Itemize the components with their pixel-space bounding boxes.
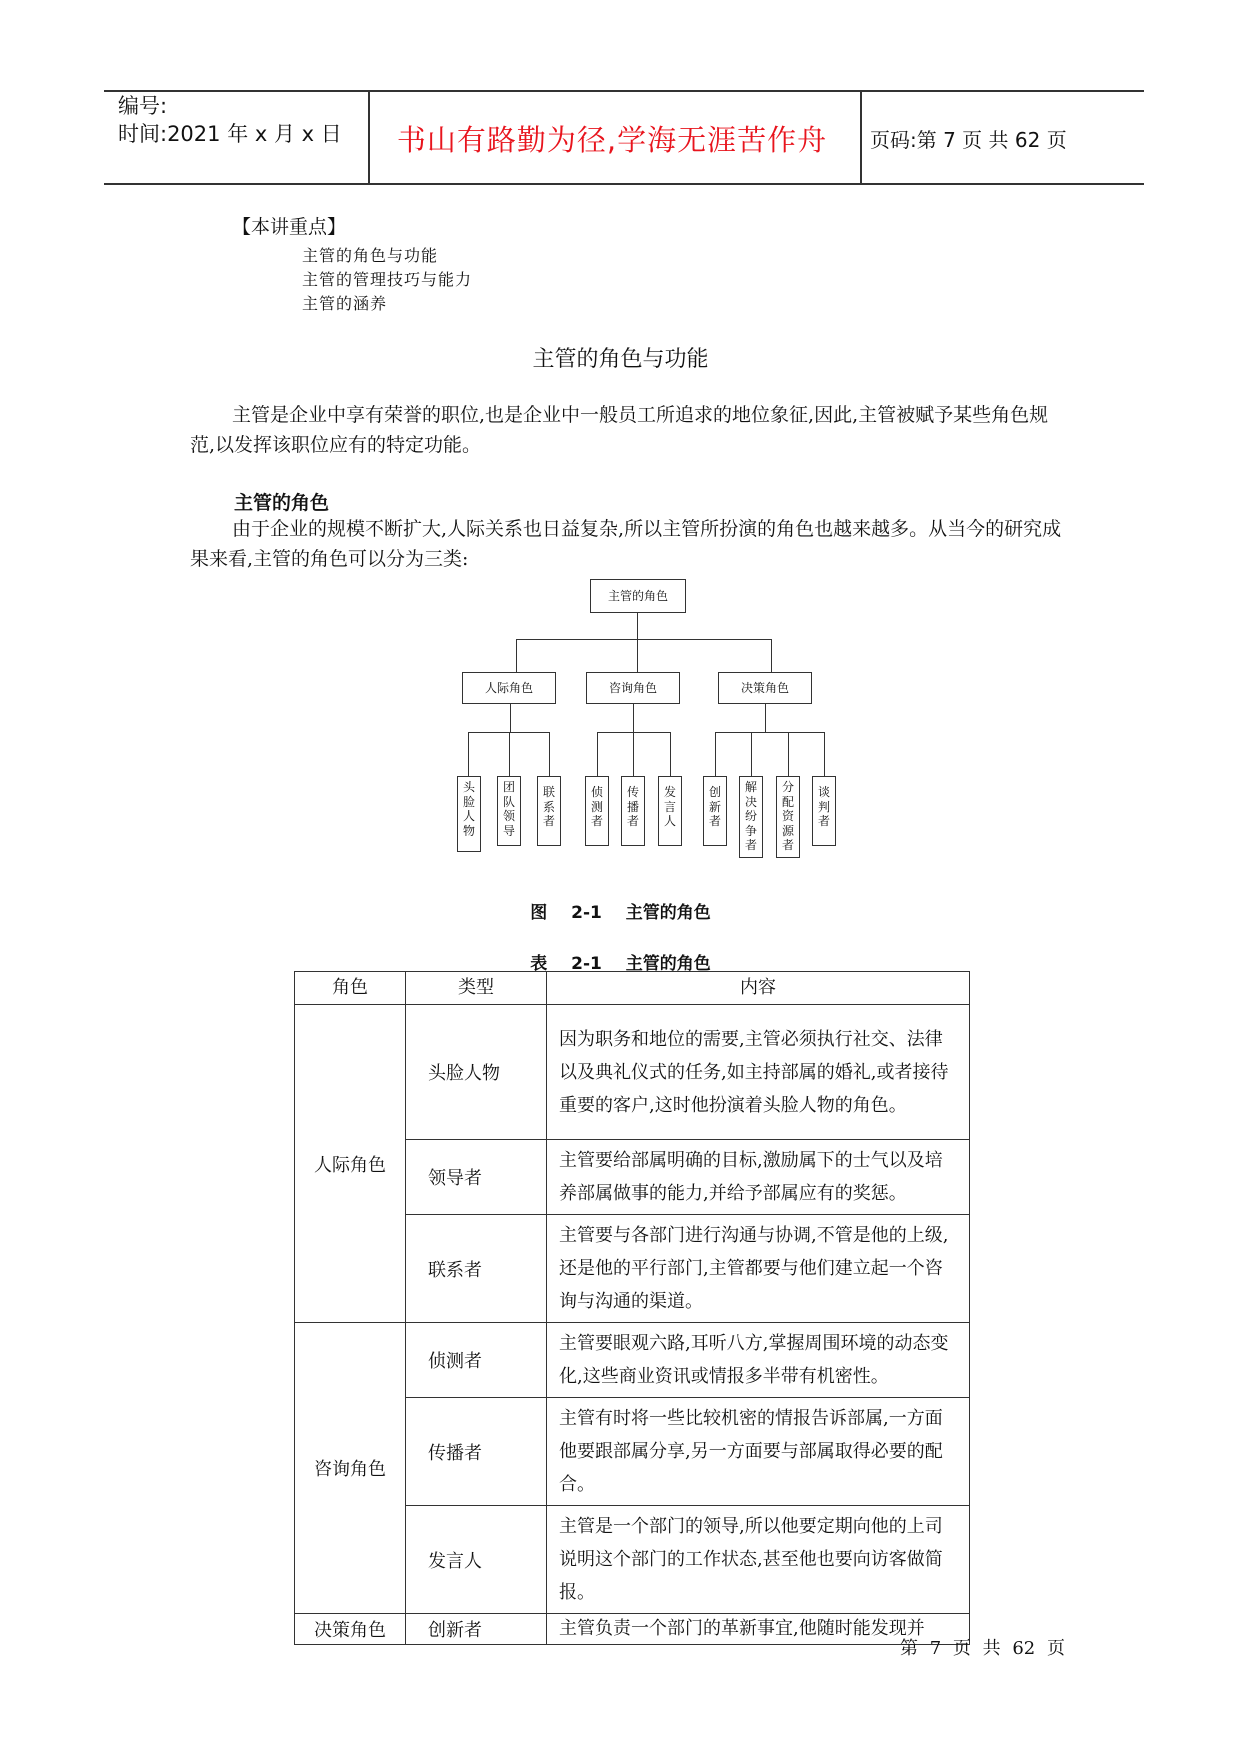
key-point-item: 主管的管理技巧与能力 <box>302 270 473 289</box>
subsection-title: 主管的角色 <box>234 492 330 514</box>
org-leaf-box: 传播者 <box>621 776 645 846</box>
type-cell: 创新者 <box>406 1614 547 1645</box>
org-group-interpersonal: 人际角色 <box>462 672 556 704</box>
header-motto: 书山有路勤为径,学海无涯苦作舟 <box>396 123 828 157</box>
key-point-item: 主管的角色与功能 <box>302 246 439 265</box>
time-label: 时间:2021 年 x 月 x 日 <box>118 122 342 146</box>
org-group-decisional: 决策角色 <box>718 672 812 704</box>
header-divider-right <box>860 90 862 184</box>
org-connector <box>670 732 671 776</box>
type-cell: 传播者 <box>406 1398 547 1506</box>
org-leaf-box: 头脸人物 <box>457 776 481 852</box>
figure-caption: 图 2-1 主管的角色 <box>530 903 711 923</box>
body-paragraph: 由于企业的规模不断扩大,人际关系也日益复杂,所以主管所扮演的角色也越来越多。从当今的研究成果来看,主管的角色可以分为三类: <box>190 518 1062 570</box>
org-connector <box>788 732 789 776</box>
org-connector <box>597 732 598 776</box>
role-cell: 人际角色 <box>295 1005 406 1323</box>
org-connector <box>509 732 510 776</box>
org-leaf-box: 创新者 <box>703 776 727 846</box>
org-root-box: 主管的角色 <box>590 579 686 613</box>
content-cell: 主管要与各部门进行沟通与协调,不管是他的上级,还是他的平行部门,主管都要与他们建立起一个咨询与沟通的渠道。 <box>547 1215 970 1323</box>
table-row <box>295 1005 970 1140</box>
content-cell: 主管是一个部门的领导,所以他要定期向他的上司说明这个部门的工作状态,甚至他也要向访客做简报。 <box>547 1506 970 1614</box>
org-group-informational: 咨询角色 <box>586 672 680 704</box>
roles-table <box>294 971 970 1645</box>
type-cell: 领导者 <box>406 1140 547 1215</box>
org-connector <box>771 639 772 672</box>
org-connector <box>637 639 638 672</box>
org-leaf-box: 谈判者 <box>812 776 836 846</box>
org-connector <box>633 732 634 776</box>
table-header-cell: 类型 <box>406 972 547 1005</box>
key-point-item: 主管的涵养 <box>302 294 388 313</box>
type-cell: 发言人 <box>406 1506 547 1614</box>
content-cell: 主管要给部属明确的目标,激励属下的士气以及培养部属做事的能力,并给予部属应有的奖惩。 <box>547 1140 970 1215</box>
page-footer: 第 7 页 共 62 页 <box>900 1638 1065 1659</box>
org-connector <box>516 639 772 640</box>
org-connector <box>637 613 638 639</box>
header-top-rule <box>104 90 1144 92</box>
content-cell: 主管要眼观六路,耳听八方,掌握周围环境的动态变化,这些商业资讯或情报多半带有机密性。 <box>547 1323 970 1398</box>
org-connector <box>824 732 825 776</box>
type-cell: 头脸人物 <box>406 1005 547 1140</box>
table-caption: 表 2-1 主管的角色 <box>530 954 711 974</box>
role-cell: 决策角色 <box>295 1614 406 1645</box>
section-title: 主管的角色与功能 <box>532 347 709 372</box>
org-leaf-box: 团队领导 <box>497 776 521 846</box>
header-bottom-rule <box>104 183 1144 185</box>
org-connector <box>715 732 716 776</box>
key-points-heading: 【本讲重点】 <box>232 216 347 238</box>
type-cell: 联系者 <box>406 1215 547 1323</box>
org-connector <box>549 732 550 776</box>
org-leaf-box: 联系者 <box>537 776 561 846</box>
org-leaf-box: 侦测者 <box>585 776 609 846</box>
org-connector <box>765 704 766 732</box>
org-leaf-box: 解决纷争者 <box>739 776 763 858</box>
org-connector <box>516 639 517 672</box>
table-header-cell: 角色 <box>295 972 406 1005</box>
content-cell: 主管有时将一些比较机密的情报告诉部属,一方面他要跟部属分享,另一方面要与部属取得必要的配合。 <box>547 1398 970 1506</box>
table-header-row <box>295 972 970 1005</box>
table-row <box>295 1323 970 1398</box>
content-cell: 主管负责一个部门的革新事宜,他随时能发现并 <box>547 1614 970 1645</box>
org-connector <box>510 704 511 732</box>
serial-label: 编号: <box>118 94 168 118</box>
org-connector <box>715 732 825 733</box>
header-page-info: 页码:第 7 页 共 62 页 <box>870 128 1067 152</box>
table-header-cell: 内容 <box>547 972 970 1005</box>
role-cell: 咨询角色 <box>295 1323 406 1614</box>
org-leaf-box: 发言人 <box>658 776 682 846</box>
intro-paragraph: 主管是企业中享有荣誉的职位,也是企业中一般员工所追求的地位象征,因此,主管被赋予某些角色规范,以发挥该职位应有的特定功能。 <box>190 404 1049 456</box>
org-connector <box>751 732 752 776</box>
org-connector <box>468 732 469 776</box>
header-divider-left <box>368 90 370 184</box>
table-row <box>295 1614 970 1645</box>
content-cell: 因为职务和地位的需要,主管必须执行社交、法律以及典礼仪式的任务,如主持部属的婚礼,或者接待重要的客户,这时他扮演着头脸人物的角色。 <box>547 1005 970 1140</box>
org-leaf-box: 分配资源者 <box>776 776 800 858</box>
type-cell: 侦测者 <box>406 1323 547 1398</box>
org-connector <box>633 704 634 732</box>
